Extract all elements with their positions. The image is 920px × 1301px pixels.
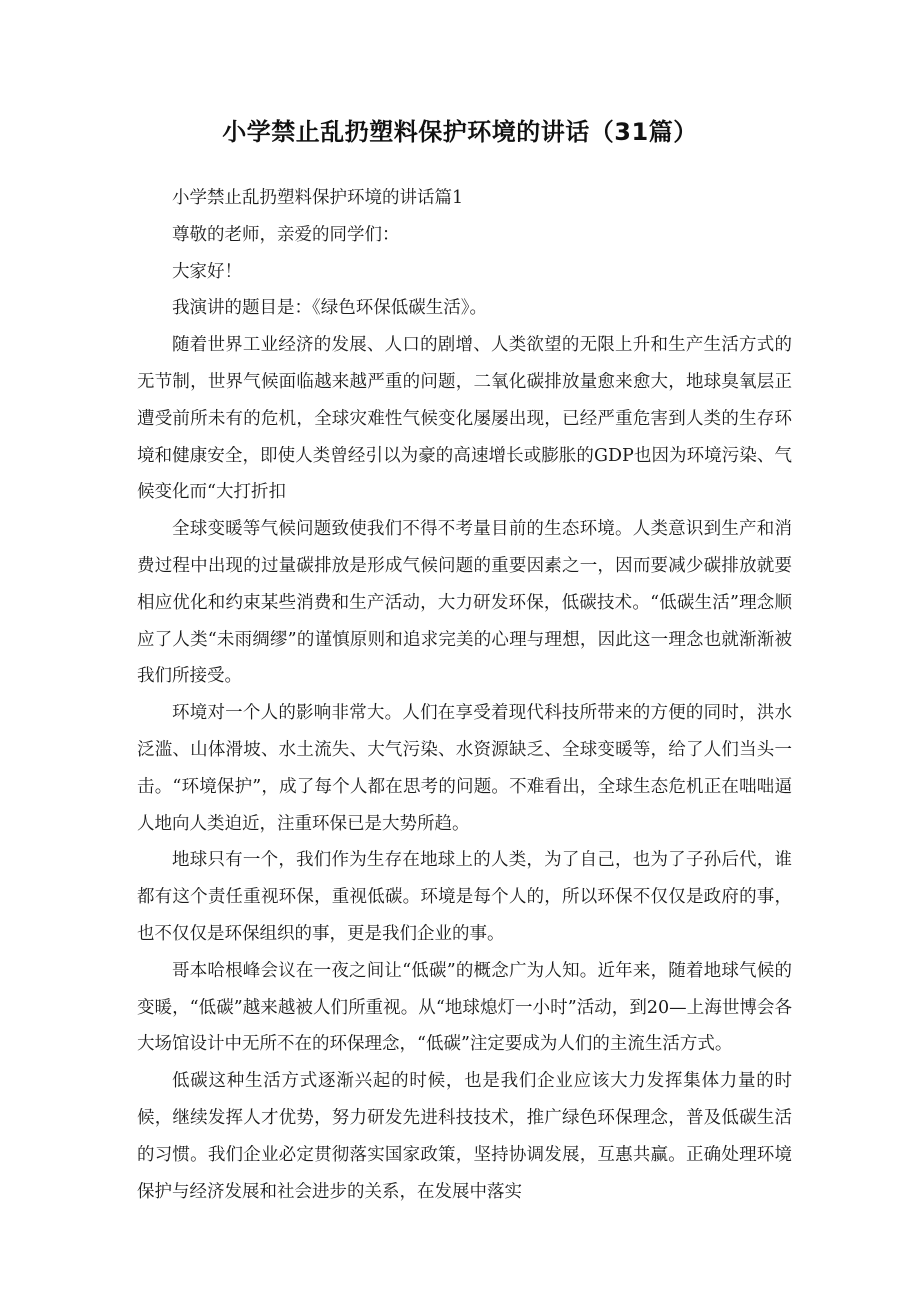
body-paragraph: 环境对一个人的影响非常大。人们在享受着现代科技所带来的方便的同时，洪水泛滥、山体滑坡、水土流失、大气污染、水资源缺乏、全球变暖等，给了人们当头一击。“环境保护”，成了每个人都在思考的问题。不难看出，全球生态危机正在咄咄逼人地向人类迫近，注重环保已是大势所趋。: [137, 703, 792, 834]
section-heading: 小学禁止乱扔塑料保护环境的讲话篇1: [172, 188, 464, 208]
greeting: 大家好！: [172, 261, 242, 282]
salutation: 尊敬的老师，亲爱的同学们：: [172, 224, 400, 245]
document-body: [137, 180, 792, 1210]
speech-topic: 我演讲的题目是：《绿色环保低碳生活》。: [172, 298, 487, 319]
document-title: 小学禁止乱扔塑料保护环境的讲话（31篇）: [222, 118, 698, 146]
body-paragraph: 哥本哈根峰会议在一夜之间让“低碳”的概念广为人知。近年来，随着地球气候的变暖，“低碳”越来越被人们所重视。从“地球熄灯一小时”活动，到20—上海世博会各大场馆设计中无所不在的环保理念，“低碳”注定要成为人们的主流生活方式。: [137, 960, 792, 1055]
body-paragraph: 全球变暖等气候问题致使我们不得不考量目前的生态环境。人类意识到生产和消费过程中出现的过量碳排放是形成气候问题的重要因素之一，因而要减少碳排放就要相应优化和约束某些消费和生产活动，大力研发环保，低碳技术。“低碳生活”理念顺应了人类“未雨绸缪”的谨慎原则和追求完美的心理与理想，因此这一理念也就渐渐被我们所接受。: [137, 519, 792, 687]
body-paragraph: 低碳这种生活方式逐渐兴起的时候，也是我们企业应该大力发挥集体力量的时候，继续发挥人才优势，努力研发先进科技技术，推广绿色环保理念，普及低碳生活的习惯。我们企业必定贯彻落实国家政策，坚持协调发展，互惠共赢。正确处理环境保护与经济发展和社会进步的关系，在发展中落实: [137, 1071, 792, 1202]
body-paragraph: 地球只有一个，我们作为生存在地球上的人类，为了自己，也为了子孙后代，谁都有这个责任重视环保，重视低碳。环境是每个人的，所以环保不仅仅是政府的事，也不仅仅是环保组织的事，更是我们企业的事。: [137, 850, 792, 944]
body-paragraph: 随着世界工业经济的发展、人口的剧增、人类欲望的无限上升和生产生活方式的无节制，世界气候面临越来越严重的问题，二氧化碳排放量愈来愈大，地球臭氧层正遭受前所未有的危机，全球灾难性气候变化屡屡出现，已经严重危害到人类的生存环境和健康安全，即使人类曾经引以为豪的高速增长或膨胀的GDP也因为环境污染、气候变化而“大打折扣: [137, 335, 792, 503]
